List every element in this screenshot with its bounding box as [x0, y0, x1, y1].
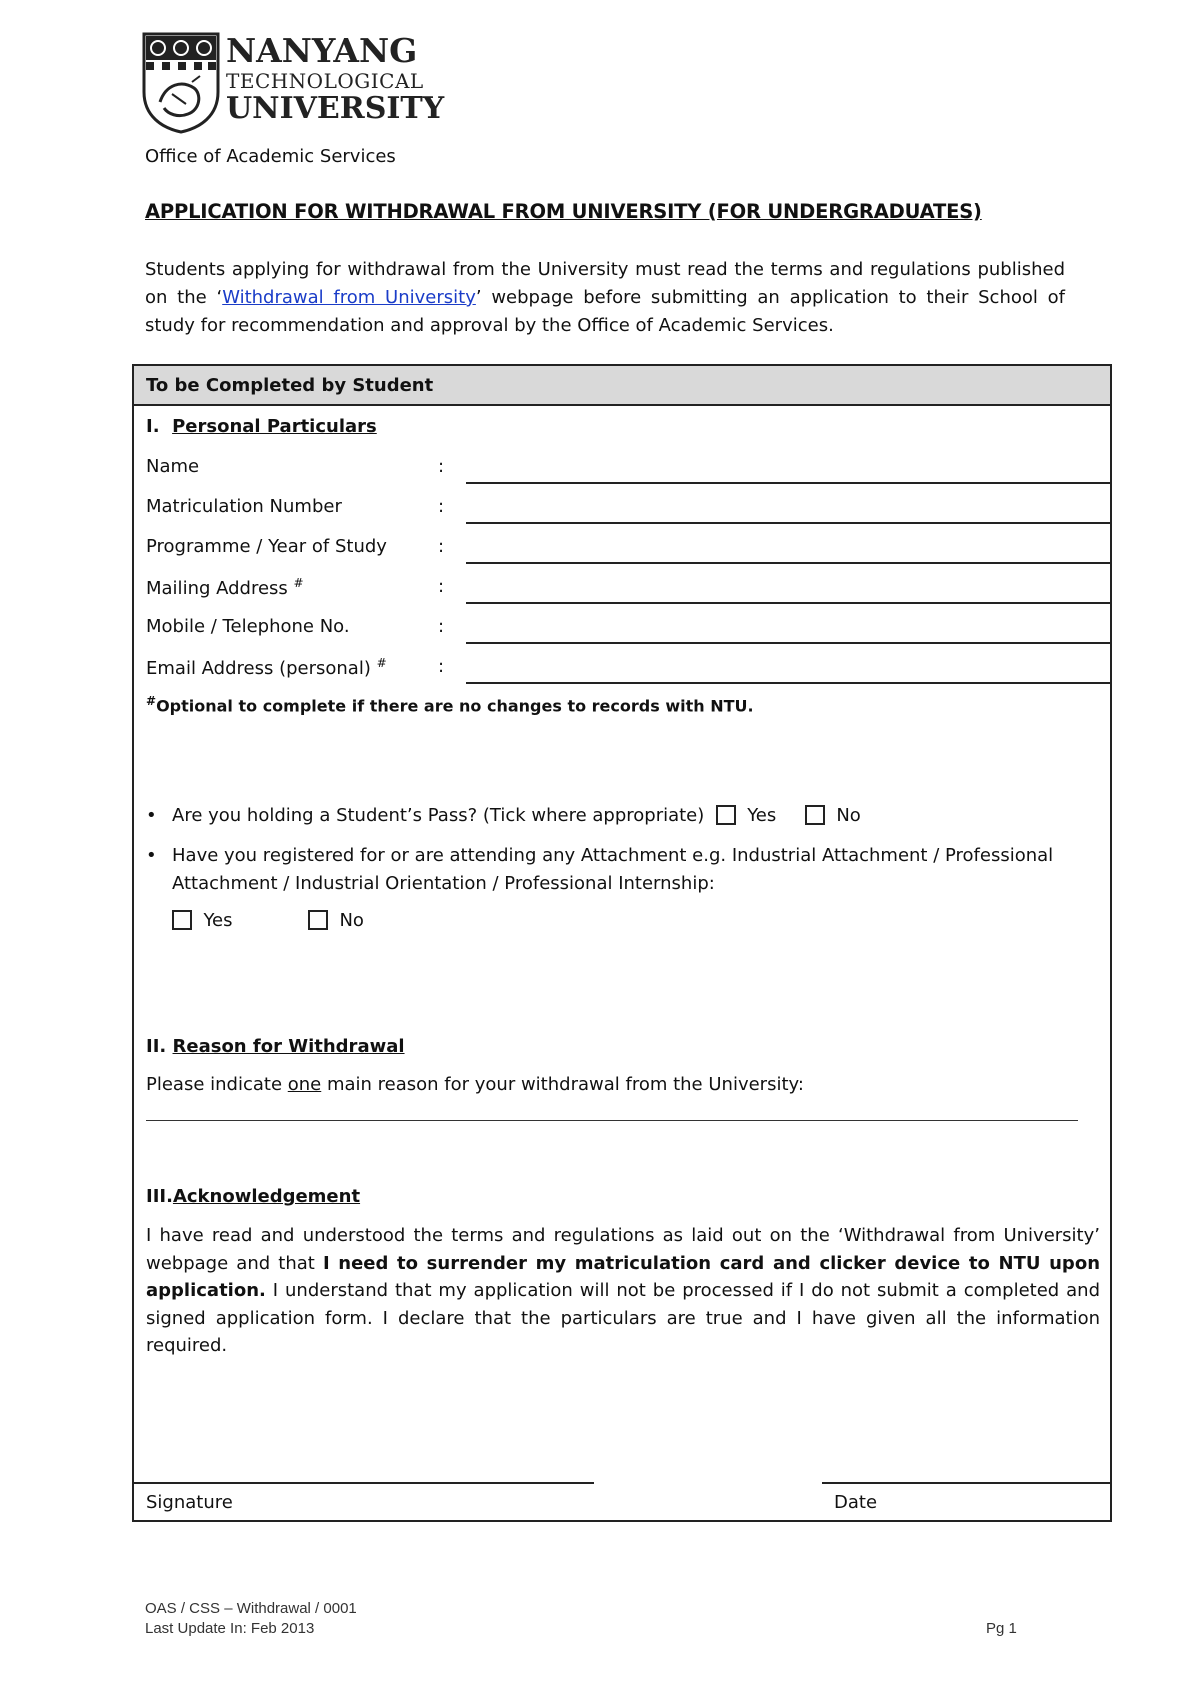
- attachment-no-label: No: [339, 910, 364, 931]
- logo-line-university: UNIVERSITY: [226, 91, 445, 126]
- matric-number-field[interactable]: [466, 522, 1112, 524]
- box-heading-bar: [134, 366, 1110, 406]
- footer-page-number: Pg 1: [986, 1620, 1017, 1637]
- section2-title: Reason for Withdrawal: [172, 1036, 405, 1057]
- logo-line-technological: TECHNOLOGICAL: [226, 69, 424, 93]
- attachment-options: [172, 910, 364, 931]
- email-text: Email Address (personal): [146, 658, 371, 679]
- form-title: APPLICATION FOR WITHDRAWAL FROM UNIVERSITY (FOR UNDERGRADUATES): [145, 200, 982, 223]
- optional-note: [146, 694, 754, 715]
- logo-line-nanyang: NANYANG: [226, 31, 418, 70]
- email-field[interactable]: [466, 682, 1112, 684]
- withdrawal-webpage-link[interactable]: Withdrawal from University: [222, 287, 476, 308]
- email-colon: :: [438, 656, 445, 677]
- section-reason: [146, 1036, 405, 1057]
- name-label: Name: [146, 456, 200, 477]
- mailing-address-text: Mailing Address: [146, 578, 288, 599]
- student-pass-question: [146, 802, 1086, 832]
- section-acknowledgement: [146, 1186, 360, 1207]
- matric-number-label: Matriculation Number: [146, 496, 342, 517]
- name-field[interactable]: [466, 482, 1112, 484]
- intro-paragraph: [145, 256, 1065, 340]
- phone-colon: :: [438, 616, 445, 637]
- date-line[interactable]: [822, 1482, 1110, 1484]
- reason-prompt-start: Please indicate: [146, 1074, 288, 1095]
- signature-line[interactable]: [134, 1482, 594, 1484]
- section1-title: Personal Particulars: [172, 416, 377, 437]
- box-heading: To be Completed by Student: [146, 375, 434, 396]
- date-label: Date: [834, 1492, 878, 1513]
- reason-prompt-end: main reason for your withdrawal from the University:: [321, 1074, 804, 1095]
- signature-label: Signature: [146, 1492, 233, 1513]
- section-personal-particulars: [146, 416, 377, 437]
- matric-number-colon: :: [438, 496, 445, 517]
- attachment-yes-checkbox[interactable]: [172, 910, 192, 930]
- footer-last-update: Last Update In: Feb 2013: [145, 1620, 315, 1637]
- attachment-question: [146, 842, 1086, 902]
- phone-field[interactable]: [466, 642, 1112, 644]
- intro-text-start: Students applying for withdrawal from the University must read the terms and regulations published on the ‘: [145, 259, 1065, 308]
- reason-answer-line[interactable]: [146, 1120, 1078, 1121]
- email-label: [146, 656, 387, 679]
- optional-note-text: Optional to complete if there are no changes to records with NTU.: [156, 696, 754, 716]
- section1-number: I.: [146, 416, 160, 437]
- student-pass-no-label: No: [836, 805, 861, 826]
- acknowledgement-text-bold: I need to surrender my matriculation card and clicker device to NTU upon application.: [146, 1252, 1101, 1301]
- reason-prompt: [146, 1074, 804, 1095]
- reason-prompt-emphasis: one: [287, 1074, 322, 1095]
- name-colon: :: [438, 456, 445, 477]
- programme-field[interactable]: [466, 562, 1112, 564]
- bullet-dot: •: [146, 845, 157, 866]
- mailing-address-field[interactable]: [466, 602, 1112, 604]
- section3-title: Acknowledgement: [172, 1186, 361, 1207]
- attachment-yes-label: Yes: [203, 910, 233, 931]
- phone-label: Mobile / Telephone No.: [146, 616, 350, 637]
- mailing-address-marker: #: [293, 576, 304, 590]
- acknowledgement-text-end: I understand that my application will not be processed if I do not submit a completed and signed application form. I declare that the particulars are true and I have given all the information required.: [146, 1280, 1100, 1356]
- programme-colon: :: [438, 536, 445, 557]
- footer-form-code: OAS / CSS – Withdrawal / 0001: [145, 1600, 357, 1617]
- attachment-no-checkbox[interactable]: [308, 910, 328, 930]
- student-pass-question-text: Are you holding a Student’s Pass? (Tick where appropriate): [172, 805, 705, 826]
- attachment-question-text: Have you registered for or are attending any Attachment e.g. Industrial Attachment / Professional Attachment / Industrial Orientation / Professional Internship:: [172, 845, 1054, 894]
- university-logo: [142, 31, 445, 136]
- section2-number: II.: [146, 1036, 167, 1057]
- mailing-address-label: [146, 576, 304, 599]
- email-marker: #: [376, 656, 387, 670]
- office-name: Office of Academic Services: [145, 146, 396, 167]
- student-pass-no-checkbox[interactable]: [805, 805, 825, 825]
- university-crest-icon: [142, 32, 220, 134]
- student-pass-yes-label: Yes: [747, 805, 777, 826]
- bullet-dot: •: [146, 805, 157, 826]
- optional-note-marker: #: [146, 694, 157, 708]
- intro-text-end: ’ webpage before submitting an application to their School of study for recommendation and approval by the Office of Academic Services.: [145, 287, 1065, 336]
- programme-label: Programme / Year of Study: [146, 536, 387, 557]
- acknowledgement-text: [146, 1222, 1100, 1360]
- mailing-address-colon: :: [438, 576, 445, 597]
- student-form-box: [132, 364, 1112, 1522]
- acknowledgement-text-start: I have read and understood the terms and regulations as laid out on the ‘Withdrawal from University’ webpage and that: [146, 1225, 1100, 1274]
- section3-number: III.: [146, 1186, 173, 1207]
- student-pass-yes-checkbox[interactable]: [716, 805, 736, 825]
